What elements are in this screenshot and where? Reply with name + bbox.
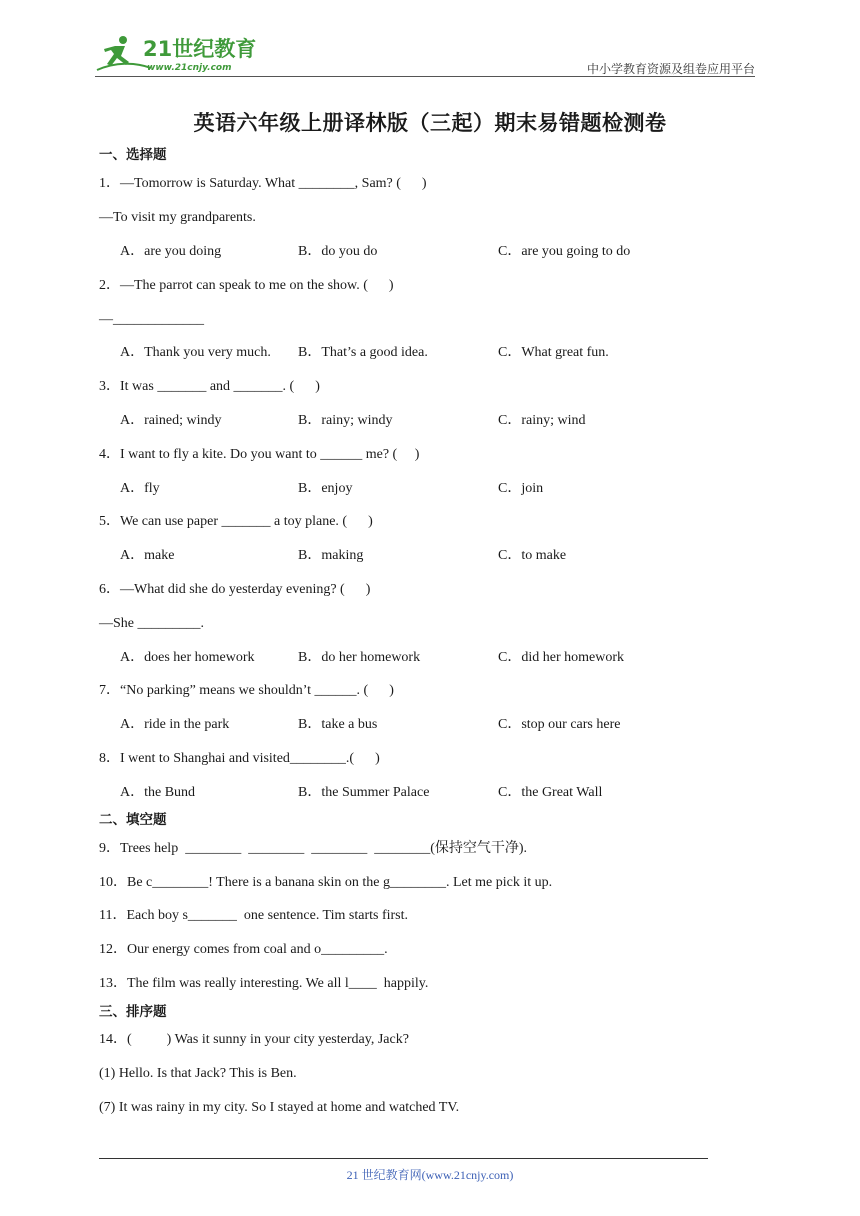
question-2-answer: —_____________ [99, 312, 204, 327]
option-a: A．make [120, 548, 175, 563]
option-a: A．ride in the park [120, 717, 230, 732]
option-c: C．join [498, 481, 544, 496]
option-b: B．the Summer Palace [298, 785, 430, 800]
option-c: C．rainy; wind [498, 413, 586, 428]
option-b: B．rainy; windy [298, 413, 393, 428]
question-2: 2．—The parrot can speak to me on the show. ( ) [99, 278, 394, 293]
logo-url: www.21cnjy.com [147, 63, 232, 73]
page-header [95, 30, 755, 78]
question-7: 7．“No parking” means we shouldn’t ______. ( ) [99, 683, 394, 698]
option-b: B．enjoy [298, 481, 353, 496]
question-12: 12．Our energy comes from coal and o_________. [99, 942, 388, 957]
sentence-item: (1) Hello. Is that Jack? This is Ben. [99, 1066, 297, 1081]
section-heading: 二、填空题 [99, 812, 167, 828]
question-4: 4．I want to fly a kite. Do you want to ______ me? ( ) [99, 447, 420, 462]
question-5: 5．We can use paper _______ a toy plane. ( ) [99, 514, 373, 529]
option-c: C．are you going to do [498, 244, 631, 259]
question-10: 10．Be c________! There is a banana skin on the g________. Let me pick it up. [99, 875, 553, 890]
question-1-answer: —To visit my grandparents. [99, 210, 256, 225]
option-b: B．making [298, 548, 364, 563]
option-a: A．the Bund [120, 785, 196, 800]
option-a: A．are you doing [120, 244, 222, 259]
option-a: A．fly [120, 481, 160, 496]
question-14: 14．( ) Was it sunny in your city yesterday, Jack? [99, 1032, 409, 1047]
option-b: B．That’s a good idea. [298, 345, 428, 360]
option-c: C．did her homework [498, 650, 624, 665]
question-6: 6．—What did she do yesterday evening? ( ) [99, 582, 371, 597]
platform-label: 中小学教育资源及组卷应用平台 [586, 62, 755, 76]
option-c: C．the Great Wall [498, 785, 603, 800]
question-8: 8．I went to Shanghai and visited________.( ) [99, 751, 380, 766]
option-c: C．to make [498, 548, 567, 563]
question-1: 1．—Tomorrow is Saturday. What ________, Sam? ( ) [99, 176, 427, 191]
logo [95, 32, 265, 76]
logo-text: 21世纪教育 [143, 37, 257, 61]
question-6-answer: —She _________. [99, 616, 204, 631]
sentence-item: (7) It was rainy in my city. So I stayed at home and watched TV. [99, 1100, 460, 1115]
page-title: 英语六年级上册译林版（三起）期末易错题检测卷 [193, 110, 667, 135]
header-divider [95, 76, 755, 77]
option-b: B．do her homework [298, 650, 421, 665]
option-c: C．stop our cars here [498, 717, 621, 732]
section-heading: 三、排序题 [99, 1004, 167, 1020]
question-3: 3．It was _______ and _______. ( ) [99, 379, 320, 394]
option-a: A．Thank you very much. [120, 345, 271, 360]
question-9: 9．Trees help ________ ________ ________ ________(保持空气干净). [99, 841, 528, 856]
option-a: A．does her homework [120, 650, 255, 665]
option-a: A．rained; windy [120, 413, 222, 428]
section-heading: 一、选择题 [99, 147, 167, 163]
option-c: C．What great fun. [498, 345, 609, 360]
question-11: 11．Each boy s_______ one sentence. Tim starts first. [99, 908, 409, 923]
footer-divider [99, 1158, 708, 1159]
question-13: 13．The film was really interesting. We all l____ happily. [99, 976, 429, 991]
option-b: B．do you do [298, 244, 378, 259]
footer-link[interactable]: 21 世纪教育网(www.21cnjy.com) [346, 1168, 514, 1182]
option-b: B．take a bus [298, 717, 378, 732]
